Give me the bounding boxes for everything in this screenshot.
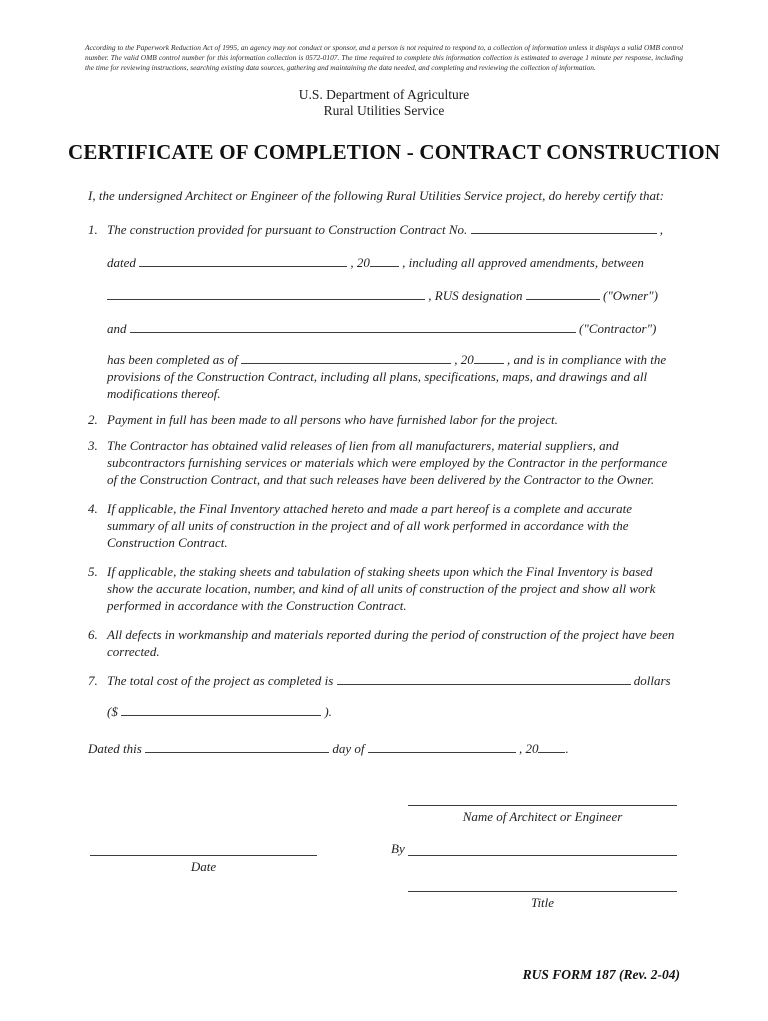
item-6-number: 6. bbox=[88, 627, 98, 642]
item-1-line-5 bbox=[107, 351, 680, 402]
owner-quote-label: ("Owner") bbox=[603, 288, 658, 303]
item-1-line-1-text: The construction provided for pursuant to Construction Contract No. bbox=[107, 222, 468, 237]
total-cost-numeric-blank bbox=[121, 703, 321, 716]
completion-year-blank bbox=[474, 351, 504, 364]
dated-month-blank bbox=[368, 740, 516, 753]
architect-name-label: Name of Architect or Engineer bbox=[462, 809, 623, 824]
item-3-number: 3. bbox=[88, 438, 98, 453]
item-7-line-1 bbox=[107, 672, 680, 689]
form-number: RUS FORM 187 (Rev. 2-04) bbox=[522, 967, 680, 982]
item-3 bbox=[88, 437, 680, 488]
item-1-number: 1. bbox=[88, 222, 98, 237]
agency-header bbox=[88, 87, 680, 119]
dated-year-prefix: , 20 bbox=[518, 741, 539, 756]
item-1-line-1-comma: , bbox=[659, 222, 664, 237]
architect-name-line bbox=[408, 805, 677, 806]
completion-date-blank bbox=[241, 351, 451, 364]
item-1-line-3 bbox=[107, 287, 680, 304]
item-1-line-4 bbox=[107, 320, 680, 337]
dated-this-label: Dated this bbox=[88, 741, 142, 756]
item-2-number: 2. bbox=[88, 412, 98, 427]
item-5-text: If applicable, the staking sheets and tabulation of staking sheets upon which the Final Inventory is based show the accurate location, number, and kind of all units of construction of the project and show all work performed in accordance with the Construction Contract. bbox=[107, 564, 656, 613]
item-1-compliance-text: , and is in compliance with the provisions of the Construction Contract, including all plans, specifications, maps, and drawings and all modifications thereof. bbox=[107, 352, 667, 401]
by-signature-line bbox=[408, 855, 677, 856]
item-7-number: 7. bbox=[88, 673, 98, 688]
title-line bbox=[408, 891, 677, 892]
close-paren-label: ). bbox=[324, 704, 332, 719]
rus-designation-blank bbox=[526, 287, 600, 300]
date-label: Date bbox=[190, 859, 217, 874]
form-title: CERTIFICATE OF COMPLETION - CONTRACT CONSTRUCTION bbox=[68, 140, 721, 164]
intro-text: I, the undersigned Architect or Engineer of the following Rural Utilities Service project, do hereby certify that: bbox=[88, 188, 664, 203]
completed-as-of-label: has been completed as of bbox=[107, 352, 238, 367]
item-7 bbox=[88, 672, 680, 720]
item-4-text: If applicable, the Final Inventory attached hereto and made a part hereof is a complete and accurate summary of all units of construction in the project and of all work performed in accordance with the Construction Contract. bbox=[107, 501, 633, 550]
contract-date-blank bbox=[139, 254, 347, 267]
date-signature-line bbox=[90, 855, 317, 856]
dollar-paren-label: ($ bbox=[107, 704, 118, 719]
item-4-number: 4. bbox=[88, 501, 98, 516]
by-label: By bbox=[391, 841, 405, 856]
completion-year-prefix: , 20 bbox=[454, 352, 474, 367]
and-label: and bbox=[107, 321, 127, 336]
dated-line bbox=[88, 740, 680, 757]
contract-year-blank bbox=[370, 254, 399, 267]
dollars-label: dollars bbox=[633, 673, 671, 688]
item-6-text: All defects in workmanship and materials reported during the period of construction of the project have been corrected. bbox=[107, 627, 675, 659]
item-7-line-2 bbox=[107, 703, 680, 720]
item-1-line-2-text: , including all approved amendments, between bbox=[402, 255, 644, 270]
owner-name-blank bbox=[107, 287, 425, 300]
title-label: Title bbox=[530, 895, 555, 910]
department-name: U.S. Department of Agriculture bbox=[298, 87, 470, 102]
contract-no-blank bbox=[471, 221, 657, 234]
item-2-text: Payment in full has been made to all persons who have furnished labor for the project. bbox=[107, 412, 558, 427]
dated-period: . bbox=[565, 741, 569, 756]
dated-year-blank bbox=[538, 740, 565, 753]
rus-designation-label: , RUS designation bbox=[428, 288, 523, 303]
item-6 bbox=[88, 626, 680, 660]
item-1-line-2-year-prefix: , 20 bbox=[350, 255, 370, 270]
item-4 bbox=[88, 500, 680, 551]
item-5 bbox=[88, 563, 680, 614]
total-cost-label: The total cost of the project as completed is bbox=[107, 673, 334, 688]
omb-notice: According to the Paperwork Reduction Act of 1995, an agency may not conduct or sponsor, and a person is not required to respond to, a collection of information unless it displays a valid OMB control number. The valid OMB control number for this information collection is 0572-0107. The time required to complete this information collection is estimated to average 1 minute per response, including the time for reviewing instructions, searching existing data sources, gathering and maintaining the data needed, and completing and reviewing the collection of information. bbox=[85, 43, 683, 72]
service-name: Rural Utilities Service bbox=[323, 103, 445, 118]
item-5-number: 5. bbox=[88, 564, 98, 579]
contractor-name-blank bbox=[130, 320, 576, 333]
signature-block bbox=[88, 777, 680, 927]
dated-label: dated bbox=[107, 255, 136, 270]
contractor-quote-label: ("Contractor") bbox=[579, 321, 657, 336]
dated-day-blank bbox=[145, 740, 329, 753]
total-cost-words-blank bbox=[337, 672, 631, 685]
day-of-label: day of bbox=[332, 741, 365, 756]
item-3-text: The Contractor has obtained valid releases of lien from all manufacturers, material suppliers, and subcontractors furnishing services or materials which were employed by the Contractor in the performance of the Construction Contract, and that such releases have been delivered by the Contractor to the Owner. bbox=[107, 438, 668, 487]
item-1-line-2 bbox=[107, 254, 680, 271]
item-2 bbox=[88, 411, 680, 428]
item-1-line-1 bbox=[107, 221, 680, 238]
item-1 bbox=[88, 221, 680, 402]
